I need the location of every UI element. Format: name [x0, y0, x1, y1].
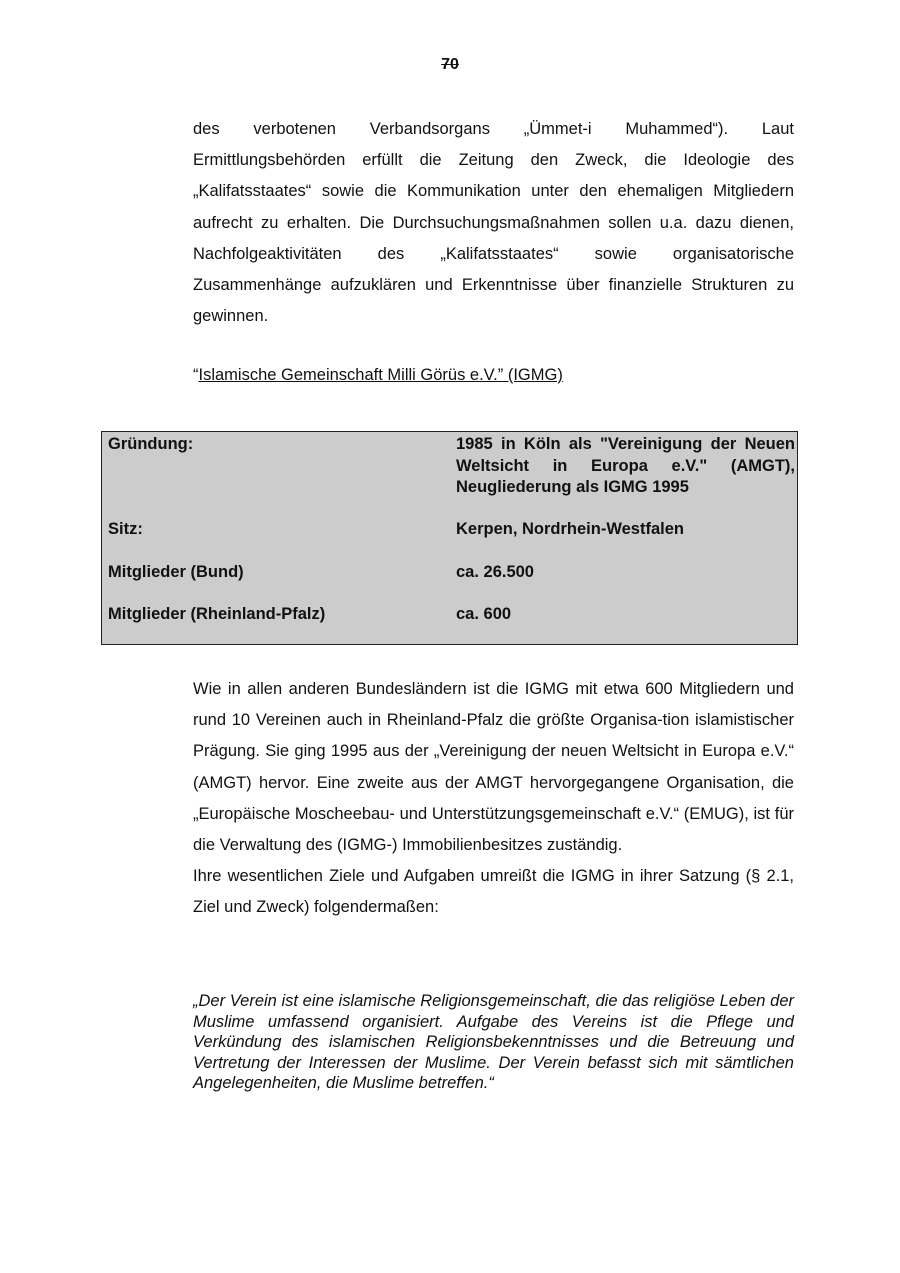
- fact-box: [101, 431, 798, 645]
- intro-paragraph-text: des verbotenen Verbandsorgans „Ümmet-i Muhammed“). Laut Ermittlungsbehörden erfüllt die Zeitung den Zweck, die Ideologie des „Kalifatsstaates“ sowie die Kommunikation unter den ehemaligen Mitgliedern aufrecht zu erhalten. Die Durchsuchungsmaßnahmen sollen u.a. dazu dienen, Nachfolgeaktivitäten des „Kalifatsstaates“ sowie organisatorische Zusammenhänge aufzuklären und Erkenntnisse über finanzielle Strukturen zu gewinnen.: [193, 120, 794, 326]
- page-number: 70: [441, 56, 459, 73]
- fact-value-members-federal: ca. 26.500: [456, 563, 534, 581]
- body-text: [193, 674, 794, 924]
- fact-value-seat: Kerpen, Nordrhein-Westfalen: [456, 520, 684, 538]
- fact-value-founding: 1985 in Köln als "Vereinigung der Neuen Weltsicht in Europa e.V." (AMGT), Neugliederung als IGMG 1995: [456, 435, 795, 496]
- section-heading-open-quote: “: [193, 366, 199, 384]
- body-paragraph-1: Wie in allen anderen Bundesländern ist die IGMG mit etwa 600 Mitgliedern und rund 10 Vereinen auch in Rheinland-Pfalz die größte Organisa-tion islamistischer Prägung. Sie ging 1995 aus der „Vereinigung der neuen Weltsicht in Europa e.V.“ (AMGT) hervor. Eine zweite aus der AMGT hervorgegangene Organisation, die „Europäische Moscheebau- und Unterstützungsgemeinschaft e.V.“ (EMUG), ist für die Verwaltung des (IGMG-) Immobilienbesitzes zuständig.: [193, 680, 794, 855]
- body-paragraph-2: Ihre wesentlichen Ziele und Aufgaben umreißt die IGMG in ihrer Satzung (§ 2.1, Ziel und Zweck) folgendermaßen:: [193, 867, 794, 917]
- intro-paragraph: [193, 114, 794, 332]
- fact-label-members-federal: Mitglieder (Bund): [108, 563, 244, 581]
- fact-label-seat: Sitz:: [108, 520, 143, 538]
- fact-value-members-rlp: ca. 600: [456, 605, 512, 623]
- section-heading-title: Islamische Gemeinschaft Milli Görüs e.V.” (IGMG): [198, 366, 563, 384]
- fact-label-members-rlp: Mitglieder (Rheinland-Pfalz): [108, 605, 326, 623]
- section-heading: [193, 366, 563, 385]
- statute-quote: „Der Verein ist eine islamische Religionsgemeinschaft, die das religiöse Leben der Muslime umfassend organisiert. Aufgabe des Vereins ist die Pflege und Verkündung des islamischen Religionsbekenntnisses und die Betreuung und Vertretung der Interessen der Muslime. Der Verein befasst sich mit sämtlichen Angelegenheiten, die Muslime betreffen.“: [193, 992, 794, 1092]
- fact-label-founding: Gründung:: [108, 435, 194, 453]
